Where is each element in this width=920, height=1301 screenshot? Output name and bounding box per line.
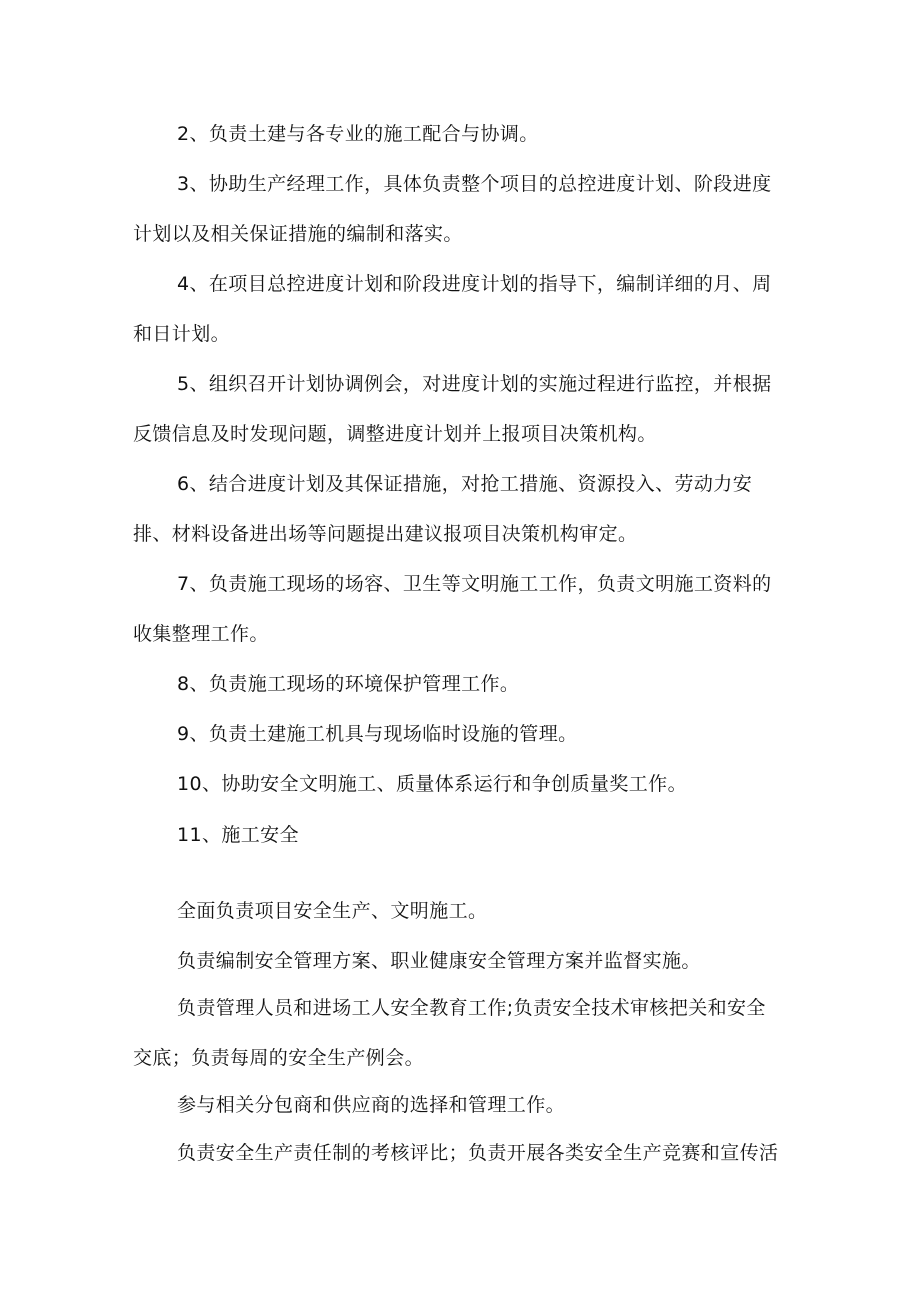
safety-paragraph-3-line-1: 负责管理人员和进场工人安全教育工作;负责安全技术审核把关和安全 bbox=[177, 997, 766, 1019]
paragraph-6-line-2: 排、材料设备进出场等问题提出建议报项目决策机构审定。 bbox=[133, 523, 638, 545]
safety-paragraph-4-line-1: 参与相关分包商和供应商的选择和管理工作。 bbox=[177, 1094, 566, 1116]
safety-paragraph-1-line-1: 全面负责项目安全生产、文明施工。 bbox=[177, 900, 488, 922]
section-heading-safety: 11、施工安全 bbox=[177, 824, 299, 846]
paragraph-10-line-1: 10、协助安全文明施工、质量体系运行和争创质量奖工作。 bbox=[177, 773, 687, 795]
paragraph-5-line-2: 反馈信息及时发现问题，调整进度计划并上报项目决策机构。 bbox=[133, 423, 657, 445]
safety-paragraph-2-line-1: 负责编制安全管理方案、职业健康安全管理方案并监督实施。 bbox=[177, 950, 701, 972]
paragraph-3-line-1: 3、协助生产经理工作，具体负责整个项目的总控进度计划、阶段进度 bbox=[177, 173, 772, 195]
paragraph-4-line-1: 4、在项目总控进度计划和阶段进度计划的指导下，编制详细的月、周 bbox=[177, 273, 772, 295]
paragraph-4-line-2: 和日计划。 bbox=[133, 323, 231, 345]
paragraph-9-line-1: 9、负责土建施工机具与现场临时设施的管理。 bbox=[177, 723, 578, 745]
paragraph-7-line-2: 收集整理工作。 bbox=[133, 623, 269, 645]
paragraph-6-line-1: 6、结合进度计划及其保证措施，对抢工措施、资源投入、劳动力安 bbox=[177, 473, 753, 495]
safety-paragraph-5-line-1: 负责安全生产责任制的考核评比；负责开展各类安全生产竞赛和宣传活 bbox=[177, 1142, 779, 1164]
paragraph-2-line-1: 2、负责土建与各专业的施工配合与协调。 bbox=[177, 123, 539, 145]
paragraph-3-line-2: 计划以及相关保证措施的编制和落实。 bbox=[133, 223, 463, 245]
paragraph-7-line-1: 7、负责施工现场的场容、卫生等文明施工工作，负责文明施工资料的 bbox=[177, 573, 772, 595]
paragraph-5-line-1: 5、组织召开计划协调例会，对进度计划的实施过程进行监控，并根据 bbox=[177, 373, 772, 395]
paragraph-8-line-1: 8、负责施工现场的环境保护管理工作。 bbox=[177, 673, 520, 695]
safety-paragraph-3-line-2: 交底；负责每周的安全生产例会。 bbox=[133, 1047, 425, 1069]
